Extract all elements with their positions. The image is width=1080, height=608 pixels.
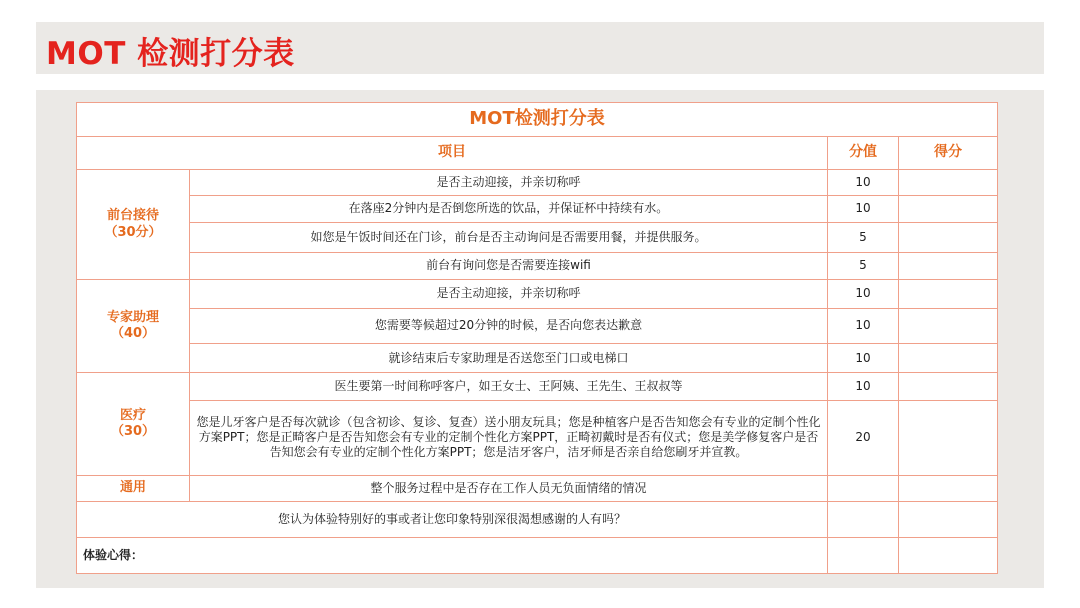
score-cell[interactable] — [899, 279, 998, 308]
table-row — [77, 252, 998, 279]
section-sub: （40） — [110, 325, 156, 341]
section-name: 专家助理 — [106, 309, 159, 325]
score-cell[interactable] — [899, 170, 998, 196]
header-score: 得分 — [899, 137, 998, 170]
value-cell: 10 — [828, 308, 899, 343]
header-value: 分值 — [828, 137, 899, 170]
item-cell: 就诊结束后专家助理是否送您至门口或电梯口 — [190, 343, 828, 372]
section-medical — [77, 373, 190, 475]
section-sub: （30分） — [104, 224, 162, 240]
value-cell: 10 — [828, 196, 899, 222]
value-cell — [828, 537, 899, 573]
table-row — [77, 475, 998, 501]
item-cell: 如您是午饭时间还在门诊，前台是否主动询问是否需要用餐，并提供服务。 — [190, 222, 828, 252]
item-cell: 在落座2分钟内是否倒您所选的饮品，并保证杯中持续有水。 — [190, 196, 828, 222]
item-cell: 是否主动迎接，并亲切称呼 — [190, 279, 828, 308]
table-title-row — [77, 103, 998, 137]
value-cell: 10 — [828, 373, 899, 401]
score-cell[interactable] — [899, 537, 998, 573]
section-reception — [77, 170, 190, 279]
value-cell: 5 — [828, 222, 899, 252]
section-general: 通用 — [77, 475, 190, 501]
value-cell: 5 — [828, 252, 899, 279]
question-cell: 您认为体验特别好的事或者让您印象特别深很渴想感谢的人有吗？ — [77, 501, 828, 537]
header-row — [77, 137, 998, 170]
score-cell[interactable] — [899, 475, 998, 501]
title-band — [36, 22, 1044, 74]
score-cell[interactable] — [899, 196, 998, 222]
section-name: 医疗 — [119, 407, 146, 423]
table-row — [77, 222, 998, 252]
table-row — [77, 373, 998, 401]
content-panel — [36, 90, 1044, 588]
table-row — [77, 279, 998, 308]
table-title: MOT检测打分表 — [77, 103, 998, 137]
value-cell: 10 — [828, 279, 899, 308]
section-assistant — [77, 279, 190, 372]
item-cell: 您需要等候超过20分钟的时候，是否向您表达歉意 — [190, 308, 828, 343]
notes-row — [77, 537, 998, 573]
score-cell[interactable] — [899, 401, 998, 475]
notes-label[interactable]: 体验心得： — [77, 537, 828, 573]
item-cell: 整个服务过程中是否存在工作人员无负面情绪的情况 — [190, 475, 828, 501]
score-cell[interactable] — [899, 252, 998, 279]
value-cell — [828, 501, 899, 537]
item-cell: 您是儿牙客户是否每次就诊（包含初诊、复诊、复查）送小朋友玩具；您是种植客户是否告知您会有专业的定制个性化方案PPT；您是正畸客户是否告知您会有专业的定制个性化方案PPT，正畸初戴时是否有仪式；您是美学修复客户是否告知您会有专业的定制个性化方案PPT；您是洁牙客户，洁牙师是否亲自给您刷牙并宣教。 — [190, 401, 828, 475]
score-cell[interactable] — [899, 343, 998, 372]
score-table — [76, 102, 998, 574]
section-name: 前台接待 — [106, 208, 159, 224]
score-cell[interactable] — [899, 308, 998, 343]
table-row — [77, 308, 998, 343]
value-cell — [828, 475, 899, 501]
table-row — [77, 170, 998, 196]
page-title: MOT 检测打分表 — [46, 36, 295, 72]
score-cell[interactable] — [899, 501, 998, 537]
table-row — [77, 343, 998, 372]
section-sub: （30） — [110, 423, 156, 439]
score-cell[interactable] — [899, 222, 998, 252]
score-cell[interactable] — [899, 373, 998, 401]
value-cell: 20 — [828, 401, 899, 475]
item-cell: 前台有询问您是否需要连接wifi — [190, 252, 828, 279]
value-cell: 10 — [828, 343, 899, 372]
item-cell: 医生要第一时间称呼客户，如王女士、王阿姨、王先生、王叔叔等 — [190, 373, 828, 401]
value-cell: 10 — [828, 170, 899, 196]
item-cell: 是否主动迎接，并亲切称呼 — [190, 170, 828, 196]
question-row — [77, 501, 998, 537]
table-row — [77, 401, 998, 475]
table-row — [77, 196, 998, 222]
header-item: 项目 — [77, 137, 828, 170]
